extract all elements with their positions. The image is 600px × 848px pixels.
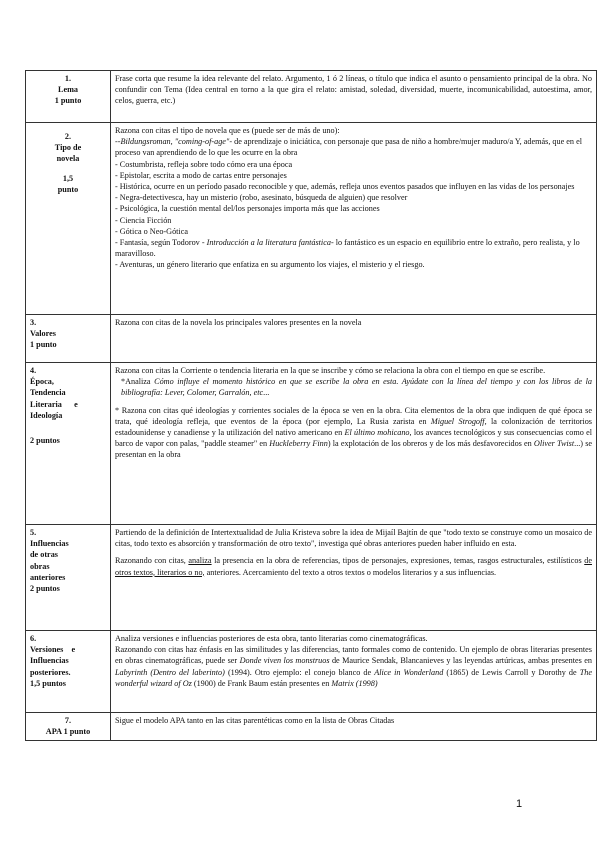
description-text: Frase corta que resume la idea relevante del relato. Argumento, 1 ó 2 líneas, o título que indica el asunto o pensamiento principal de la obra. No confundir con Tema (Idea central en torno a la que gira el relato: amistad, soledad, diversidad, muerte, incomunicabilidad, autoestima, amor, celos, guerra, etc.) [115, 74, 592, 106]
criterion-number: 4. [30, 366, 37, 375]
table-row [26, 315, 597, 363]
criterion-title: novela [56, 154, 80, 164]
criterion-number: 1. [64, 74, 72, 83]
criterion-points: 1 punto [54, 96, 82, 106]
table-row [26, 363, 597, 525]
criterion-title: Valores [30, 329, 56, 339]
description-paragraph: Analiza versiones e influencias posteriores de esta obra, tanto literarias como cinematográficas. [115, 634, 428, 643]
novel-type-item: - Negra-detectivesca, hay un misterio (robo, asesinato, búsqueda de alguien) que resolver [115, 193, 408, 203]
criterion-points: 2 puntos [30, 436, 60, 446]
novel-type-item: - Histórica, ocurre en un período pasado reconocible y que, además, refleja unos eventos pasados que influyen en las vidas de los personajes [115, 182, 575, 192]
criterion-number: 7. [64, 716, 72, 725]
criterion-cell [26, 631, 111, 713]
criterion-title: Influencias [30, 539, 69, 549]
table-row [26, 71, 597, 123]
criterion-description [111, 525, 597, 631]
criterion-title: posteriores. [30, 667, 71, 677]
criterion-points: 1,5 [62, 173, 74, 183]
criterion-number: 5. [30, 528, 37, 537]
novel-type-bildungsroman: --Bildungsroman, "coming-of-age"- de aprendizaje o iniciática, con personaje que pasa de niño a hombre/mujer maduro/a Y, además, que en el proceso van aprendiendo de lo que les ocurre en la obra [115, 137, 582, 158]
table-row [26, 713, 597, 741]
criterion-number: 2. [64, 132, 72, 141]
novel-type-fantasy: - Fantasía, según Todorov - Introducción a la literatura fantástica- lo fantástico es un espacio en equilibrio entre lo extraño, pero realista, y lo maravilloso. [115, 238, 580, 259]
description-paragraph: Razonando con citas haz énfasis en las similitudes y las diferencias, tanto formales como de contenido. Un ejemplo de obras literarias presentes en obras cinematográficas, puede ser Donde viven los monstruos de Maurice Sendak, Blancanieves y las leyendas artúricas, ambas presentes en Labyrinth (Dentro del laberinto) (1994). Otro ejemplo: el conejo blanco de Alice in Wonderland (1865) de Lewis Carroll y Dorothy de The wonderful wizard of Oz (1900) de Frank Baum están presentes en Matrix (1998) [115, 645, 592, 688]
novel-type-item: - Costumbrista, refleja sobre todo cómo era una época [115, 159, 293, 169]
criterion-points: punto [57, 184, 79, 194]
criterion-cell [26, 525, 111, 631]
description-paragraph: Partiendo de la definición de Intertextualidad de Julia Kristeva sobre la idea de Mijaíl Bajtín de que "todo texto se construye como un mosaico de citas, todo texto es absorción y transformación de otro texto", investiga qué obras anteriores pueden haber influido en esta. [115, 528, 592, 549]
criterion-title: Literaria e [30, 399, 78, 409]
criterion-title: Lema [57, 85, 78, 95]
criterion-description [111, 363, 597, 525]
criterion-title: Versiones e [30, 645, 76, 655]
criterion-title: Tendencia [30, 388, 66, 398]
rubric-table [25, 70, 597, 741]
criterion-number: 6. [30, 634, 37, 643]
criterion-title: de otras [30, 550, 58, 560]
novel-type-item: - Psicológica, la cuestión mental del/los personajes importa más que las acciones [115, 204, 380, 214]
description-paragraph: Razonando con citas, analiza la presencia en la obra de referencias, tipos de personajes, expresiones, temas, rasgos estructurales, estilísticos de otros textos, literarios o no, anteriores. Acercamiento del texto a otros textos o modelos literarios y a sus influencias. [115, 556, 592, 577]
criterion-points: 1 punto [30, 340, 57, 350]
criterion-cell [26, 123, 111, 315]
description-paragraph: Razona con citas la Corriente o tendencia literaria en la que se inscribe y cómo se relaciona la obra con el tiempo en que se escribe. [115, 366, 546, 375]
criterion-title: obras [30, 561, 50, 571]
criterion-description [111, 631, 597, 713]
description-intro: Razona con citas el tipo de novela que es (puede ser de más de uno): [115, 126, 340, 135]
novel-type-item: - Gótica o Neo-Gótica [115, 226, 188, 236]
criterion-cell [26, 713, 111, 741]
table-row [26, 631, 597, 713]
description-paragraph: *Analiza Cómo influye el momento histórico en que se escribe la obra en esta. Ayúdate con la línea del tiempo y con los libros de la bibliografía: Lever, Colomer, Garralón, etc... [121, 377, 592, 398]
criterion-points: 1,5 puntos [30, 678, 66, 688]
criterion-title: Tipo de [54, 143, 82, 153]
description-text: Razona con citas de la novela los principales valores presentes en la novela [115, 318, 362, 327]
novel-type-item: - Epistolar, escrita a modo de cartas entre personajes [115, 170, 287, 180]
criterion-cell [26, 315, 111, 363]
criterion-cell [26, 71, 111, 123]
novel-type-item: - Ciencia Ficción [115, 215, 172, 225]
criterion-title: APA 1 punto [45, 727, 91, 737]
novel-type-adventure: - Aventuras, un género literario que enfatiza en su argumento los viajes, el misterio y el riesgo. [115, 260, 425, 270]
criterion-description [111, 123, 597, 315]
criterion-description [111, 71, 597, 123]
criterion-cell [26, 363, 111, 525]
description-paragraph: * Razona con citas qué ideologías y corrientes sociales de la época se ven en la obra. Cita elementos de la obra que indiquen de qué época se trata, qué ideología refleja, que eventos de la época (por ejemplo, La Rusia zarista en Miguel Strogoff, la colonización de territorios estadounidense y canadiense y la utilización del nativo americano en El último mohicano, los avances tecnológicos y sus consecuencias como el barco de vapor con palas, "paddle steamer" en Huckleberry Finn) la explotación de los obreros y de los más desfavorecidos en Oliver Twist...) se presentan en la obra [115, 405, 593, 460]
description-text: Sigue el modelo APA tanto en las citas parentéticas como en la lista de Obras Citadas [115, 716, 395, 725]
criterion-number: 3. [30, 318, 37, 327]
criterion-title: Época, [30, 377, 54, 387]
page-number: 1 [516, 798, 523, 810]
criterion-title: Ideología [30, 410, 63, 420]
criterion-description [111, 713, 597, 741]
criterion-title: anteriores [30, 572, 66, 582]
criterion-points: 2 puntos [30, 584, 60, 594]
criterion-description [111, 315, 597, 363]
criterion-title: Influencias [30, 656, 69, 666]
table-row [26, 525, 597, 631]
table-row [26, 123, 597, 315]
